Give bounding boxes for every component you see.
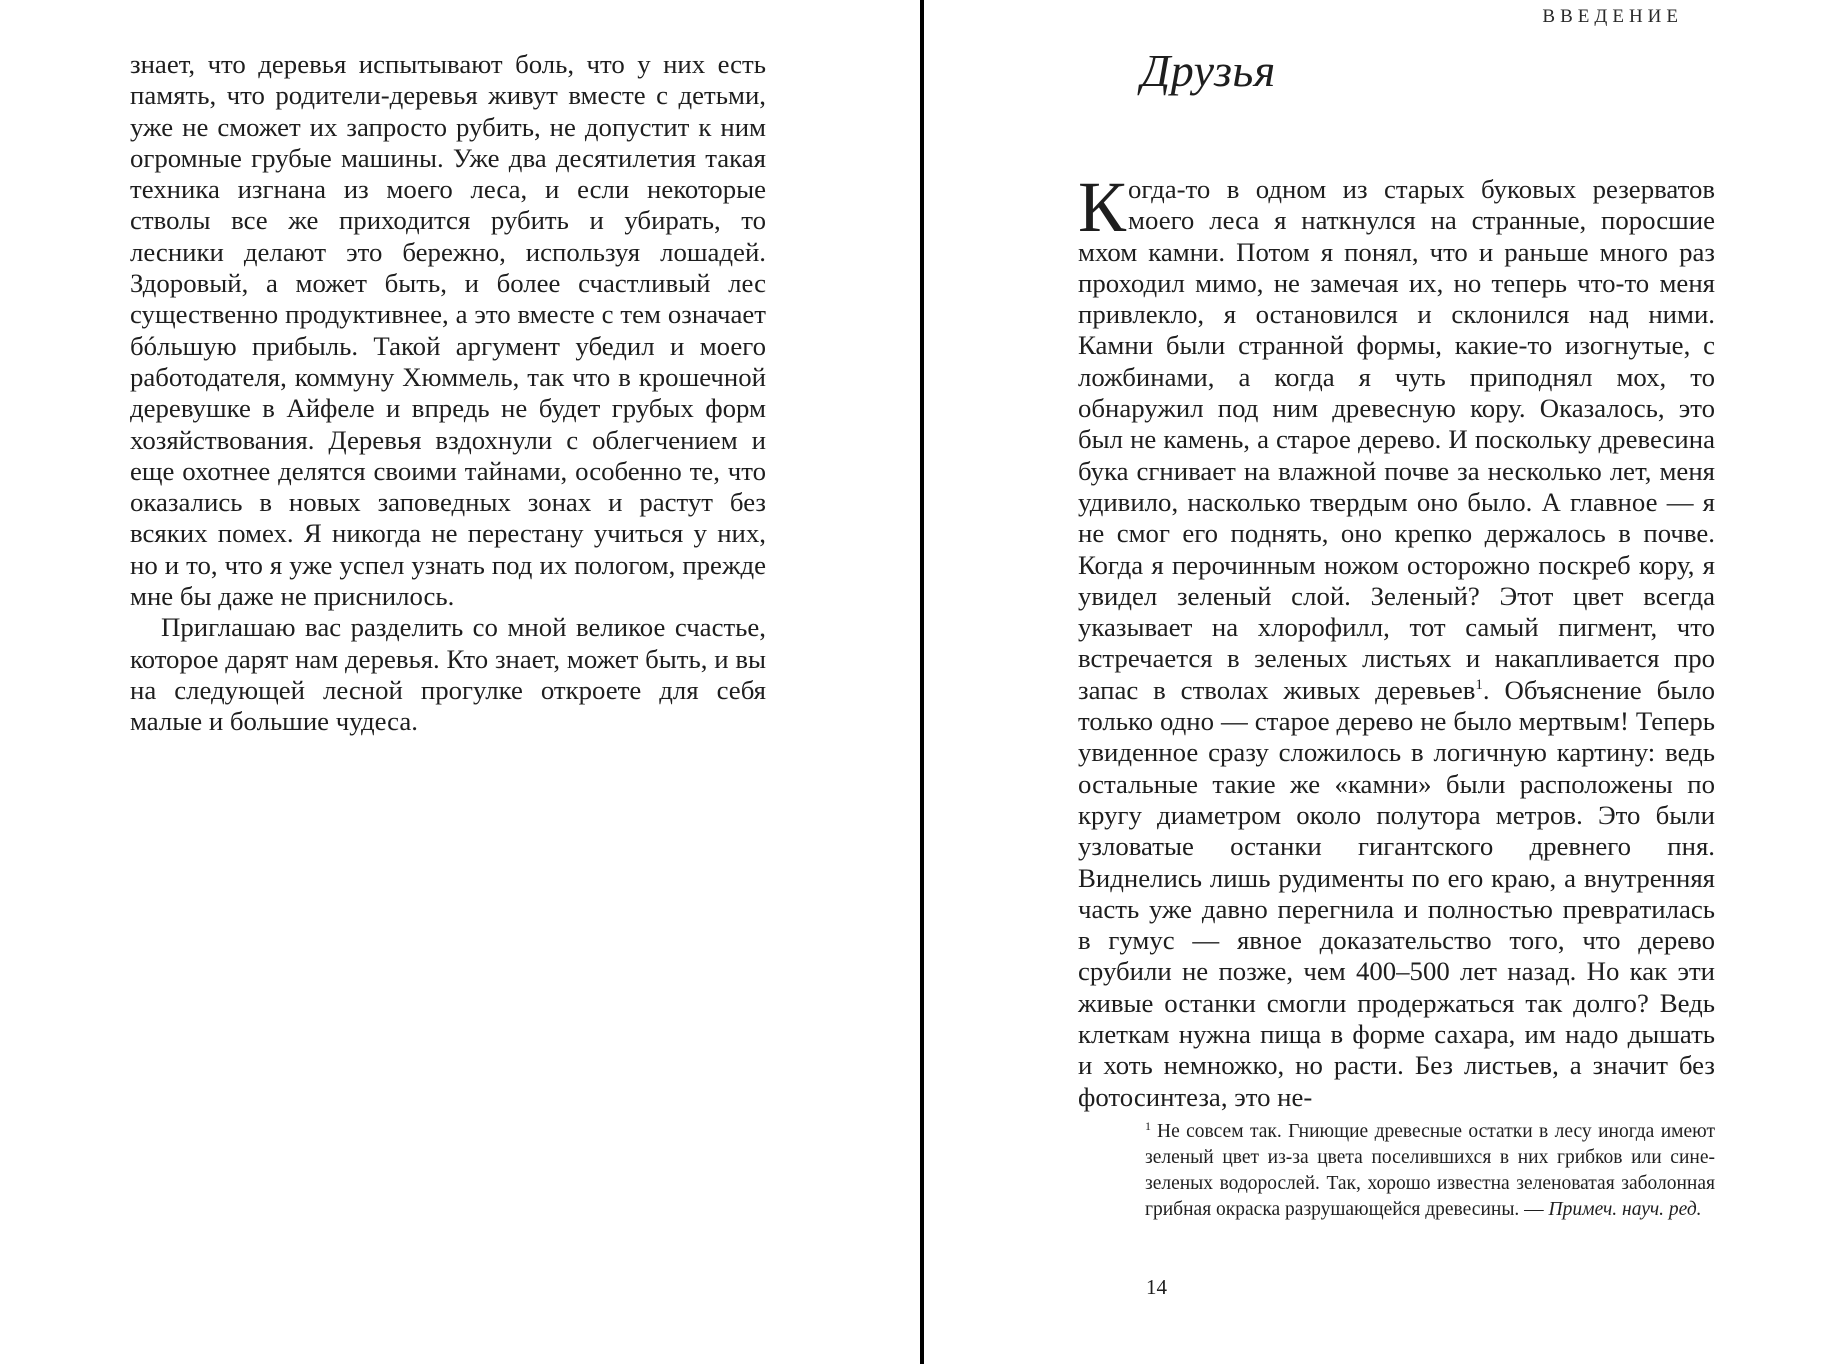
- right-page-body: [1078, 167, 1715, 1113]
- running-head: ВВЕДЕНИЕ: [1542, 6, 1683, 27]
- paragraph-text-part2: . Объяснение было только одно — старое дерево не было мертвым! Теперь увиденное сразу сложилось в логичную картину: ведь остальные такие же «камни» были расположены по кругу диаметром около полутора метров. Это были узловатые останки гигантского древнего пня. Виднелись лишь рудименты по его краю, а внутренняя часть уже давно перегнила и полностью превратилась в гумус — явное доказательство того, что дерево срубили не позже, чем 400–500 лет назад. Но как эти живые останки смогли продержаться так долго? Ведь клеткам нужна пища в форме сахара, им надо дышать и хоть немножко, но расти. Без листьев, а значит без фотосинтеза, это не-: [1078, 674, 1715, 1112]
- chapter-title: Друзья: [1141, 45, 1276, 96]
- footnote-marker: 1: [1145, 1118, 1151, 1133]
- footnote: [1145, 1119, 1715, 1223]
- footnote-reference[interactable]: 1: [1475, 676, 1483, 693]
- left-paragraph-2: Приглашаю вас разделить со мной великое счастье, которое дарят нам деревья. Кто знает, может быть, и вы на следующей лесной прогулке откроете для себя малые и большие чудеса.: [130, 612, 766, 737]
- footnote-attribution: Примеч. науч. ред.: [1548, 1199, 1702, 1220]
- right-paragraph-1: [1078, 167, 1715, 1113]
- paragraph-text-part1: огда-то в одном из старых буковых резерватов моего леса я наткнулся на странные, поросшие мхом камни. Потом я понял, что и раньше много раз проходил мимо, не замечая их, но теперь что-то меня привлекло, я остановился и склонился над ними. Камни были странной формы, какие-то изогнутые, с ложбинами, а когда я чуть приподнял мох, то обнаружил под ним древесную кору. Оказалось, это был не камень, а старое дерево. И поскольку древесина бука сгнивает на влажной почве за несколько лет, меня удивило, насколько твердым оно было. А главное — я не смог его поднять, оно крепко держалось в почве. Когда я перочинным ножом осторожно поскреб кору, я увидел зеленый слой. Зеленый? Этот цвет всегда указывает на хлорофилл, тот самый пигмент, что встречается в зеленых листьях и накапливается про запас в стволах живых деревьев: [1078, 174, 1715, 705]
- left-page-body: [130, 49, 766, 738]
- footnote-text: Не совсем так. Гниющие древесные остатки в лесу иногда имеют зеленый цвет из-за цвета поселившихся в них грибков или сине-зеленых водорослей. Так, хорошо известна зеленоватая заболонная грибная окраска разрушающейся древесины. —: [1145, 1121, 1715, 1220]
- page-number: 14: [1146, 1275, 1167, 1299]
- left-paragraph-1: знает, что деревья испытывают боль, что у них есть память, что родители-деревья живут вместе с детьми, уже не сможет их запросто рубить, не допустит к ним огромные грубые машины. Уже два десятилетия такая техника изгнана из моего леса, и если некоторые стволы все же приходится рубить и убирать, то лесники делают это бережно, используя лошадей. Здоровый, а может быть, и более счастливый лес существенно продуктивнее, а это вместе с тем означает бóльшую прибыль. Такой аргумент убедил и моего работодателя, коммуну Хюммель, так что в крошечной деревушке в Айфеле и впредь не будет грубых форм хозяйствования. Деревья вздохнули с облегчением и еще охотнее делятся своими тайнами, особенно те, что оказались в новых заповедных зонах и растут без всяких помех. Я никогда не перестану учиться у них, но и то, что я уже успел узнать под их пологом, прежде мне бы даже не приснилось.: [130, 49, 766, 612]
- drop-cap-letter: К: [1078, 167, 1127, 247]
